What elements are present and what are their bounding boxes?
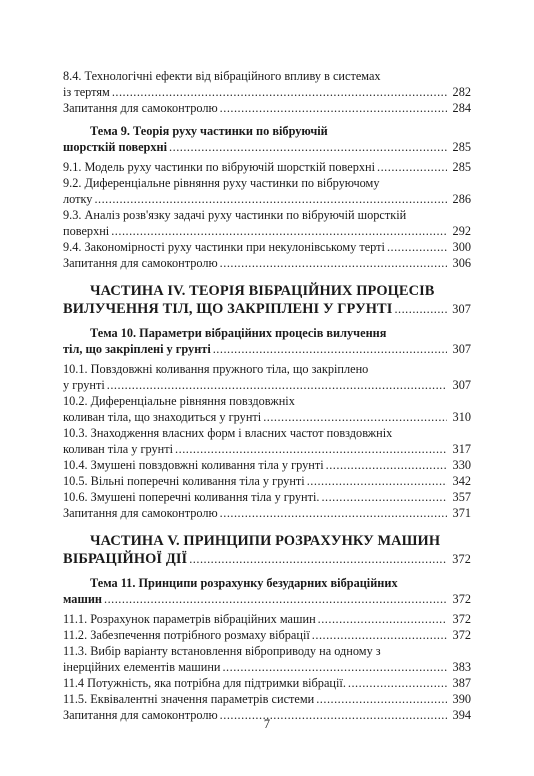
dot-leader (312, 627, 447, 643)
toc-entry-text: 10.5. Вільні поперечні коливання тіла у грунті (63, 474, 305, 488)
toc-entry-text: 11.1. Розрахунок параметрів вібраційних машин (63, 612, 316, 626)
toc-entry-text: Тема 10. Параметри вібраційних процесів вилучення (90, 326, 387, 340)
dot-leader (307, 473, 447, 489)
dot-leader (112, 84, 447, 100)
dot-leader (107, 377, 447, 393)
toc-entry-text: 10.3. Знаходження власних форм і власних частот повздовжніх (63, 426, 393, 440)
page-number: 7 (263, 717, 271, 731)
toc-entry-item (63, 627, 471, 643)
toc-entry-topic (63, 575, 471, 607)
toc-page-number: 310 (452, 410, 471, 424)
toc-entry-text: 9.3. Аналіз розв'язку задачі руху частинки по вібруючій шорсткій (63, 208, 407, 222)
dot-leader (111, 223, 447, 239)
toc-entry-text: 11.5. Еквівалентні значення параметрів системи (63, 692, 315, 706)
toc-page-number: 342 (452, 474, 471, 488)
toc-entry-text: 9.2. Диференціальне рівняння руху частинки по вібруючому (63, 176, 380, 190)
dot-leader (222, 659, 447, 675)
toc-entry-item (63, 457, 471, 473)
toc-entry-item (63, 489, 471, 505)
toc-entry-text: 11.3. Вибір варіанту встановлення віброприводу на одному з (63, 644, 381, 658)
toc-entry-text: 9.4. Закономірності руху частинки при некулонівському терті (63, 240, 385, 254)
toc-entry-topic (63, 325, 471, 357)
toc-entry-item (63, 393, 471, 425)
dot-leader (220, 100, 447, 116)
toc-entry-text: коливан тіла, що знаходиться у грунті (63, 410, 262, 424)
toc-entry-text: Запитання для самоконтролю (63, 256, 218, 270)
dot-leader (213, 341, 447, 357)
toc-page-number: 285 (452, 160, 471, 174)
toc-entry-text: 10.6. Змушені поперечні коливання тіла у грунті. (63, 490, 320, 504)
dot-leader (394, 300, 447, 318)
toc-entry-text: ВІБРАЦІЙНОЇ ДІЇ (63, 551, 188, 567)
toc-entry-part (63, 532, 471, 568)
toc-page-number: 286 (452, 192, 471, 206)
dot-leader (175, 441, 447, 457)
dot-leader (316, 691, 447, 707)
dot-leader (220, 505, 447, 521)
toc-page-number: 330 (452, 458, 471, 472)
toc-entry-text: 9.1. Модель руху частинки по вібруючій шорсткій поверхні (63, 160, 376, 174)
dot-leader (189, 550, 447, 568)
toc-page-number: 317 (452, 442, 471, 456)
toc-entry-topic (63, 123, 471, 155)
toc-entry-item (63, 68, 471, 100)
toc-page-number: 307 (452, 342, 471, 356)
toc-page-number: 394 (452, 708, 471, 722)
dot-leader (263, 409, 447, 425)
toc-entry-item (63, 159, 471, 175)
toc-entry-item (63, 175, 471, 207)
toc-entry-item (63, 611, 471, 627)
toc-entry-item (63, 473, 471, 489)
toc-page-number: 372 (452, 628, 471, 642)
dot-leader (94, 191, 447, 207)
toc-entry-text: 8.4. Технологічні ефекти від вібраційного впливу в системах (63, 69, 381, 83)
toc-page-number: 372 (452, 612, 471, 626)
dot-leader (104, 591, 447, 607)
toc-entry-text: у грунті (63, 378, 105, 392)
toc-page-number: 292 (452, 224, 471, 238)
toc-entry-item (63, 643, 471, 675)
table-of-contents (63, 68, 471, 723)
toc-entry-item (63, 239, 471, 255)
toc-entry-text: машин (63, 592, 102, 606)
toc-entry-text: із тертям (63, 85, 110, 99)
toc-page-number: 285 (452, 140, 471, 154)
toc-entry-part (63, 282, 471, 318)
toc-entry-item (63, 255, 471, 271)
toc-page-number: 357 (452, 490, 471, 504)
toc-entry-text: Тема 9. Теорія руху частинки по вібруючій (90, 124, 328, 138)
toc-entry-text: ВИЛУЧЕННЯ ТІЛ, ЩО ЗАКРІПЛЕНІ У ГРУНТІ (63, 301, 393, 317)
toc-page-number: 307 (452, 302, 471, 316)
toc-entry-item (63, 691, 471, 707)
dot-leader (348, 675, 447, 691)
toc-entry-text: ЧАСТИНА V. ПРИНЦИПИ РОЗРАХУНКУ МАШИН (90, 533, 441, 549)
toc-page-number: 383 (452, 660, 471, 674)
toc-entry-item (63, 207, 471, 239)
dot-leader (387, 239, 447, 255)
toc-entry-text: інерційних елементів машини (63, 660, 221, 674)
toc-page-number: 372 (452, 592, 471, 606)
toc-entry-item (63, 505, 471, 521)
toc-entry-item (63, 675, 471, 691)
toc-entry-text: поверхні (63, 224, 110, 238)
toc-entry-text: 10.1. Повздовжні коливання пружного тіла, що закріплено (63, 362, 369, 376)
toc-page-number: 284 (452, 101, 471, 115)
toc-entry-text: шорсткій поверхні (63, 140, 168, 154)
toc-entry-text: 11.4 Потужність, яка потрібна для підтримки вібрації. (63, 676, 346, 690)
dot-leader (321, 489, 447, 505)
toc-entry-text: Запитання для самоконтролю (63, 708, 218, 722)
toc-entry-item (63, 425, 471, 457)
toc-entry-text: 11.2. Забезпечення потрібного розмаху вібрації (63, 628, 310, 642)
toc-entry-text: коливан тіла у грунті (63, 442, 174, 456)
toc-page-number: 282 (452, 85, 471, 99)
toc-entry-text: тіл, що закріплені у грунті (63, 342, 211, 356)
toc-entry-text: 10.4. Змушені повздовжні коливання тіла у грунті (63, 458, 324, 472)
toc-entry-text: 10.2. Диференціальне рівняння повздовжніх (63, 394, 295, 408)
toc-page-number: 390 (452, 692, 471, 706)
toc-entry-text: Тема 11. Принципи розрахунку безударних вібраційних (90, 576, 398, 590)
toc-page-number: 307 (452, 378, 471, 392)
dot-leader (326, 457, 447, 473)
dot-leader (377, 159, 447, 175)
dot-leader (169, 139, 447, 155)
toc-page-number: 371 (452, 506, 471, 520)
toc-page-number: 372 (452, 552, 471, 566)
toc-entry-item (63, 361, 471, 393)
toc-page-number: 300 (452, 240, 471, 254)
toc-page-number: 306 (452, 256, 471, 270)
toc-entry-text: Запитання для самоконтролю (63, 101, 218, 115)
toc-entry-text: Запитання для самоконтролю (63, 506, 218, 520)
toc-page-number: 387 (452, 676, 471, 690)
dot-leader (318, 611, 447, 627)
toc-entry-text: ЧАСТИНА IV. ТЕОРІЯ ВІБРАЦІЙНИХ ПРОЦЕСІВ (90, 283, 435, 299)
dot-leader (220, 255, 447, 271)
toc-entry-item (63, 100, 471, 116)
toc-entry-text: лотку (63, 192, 93, 206)
